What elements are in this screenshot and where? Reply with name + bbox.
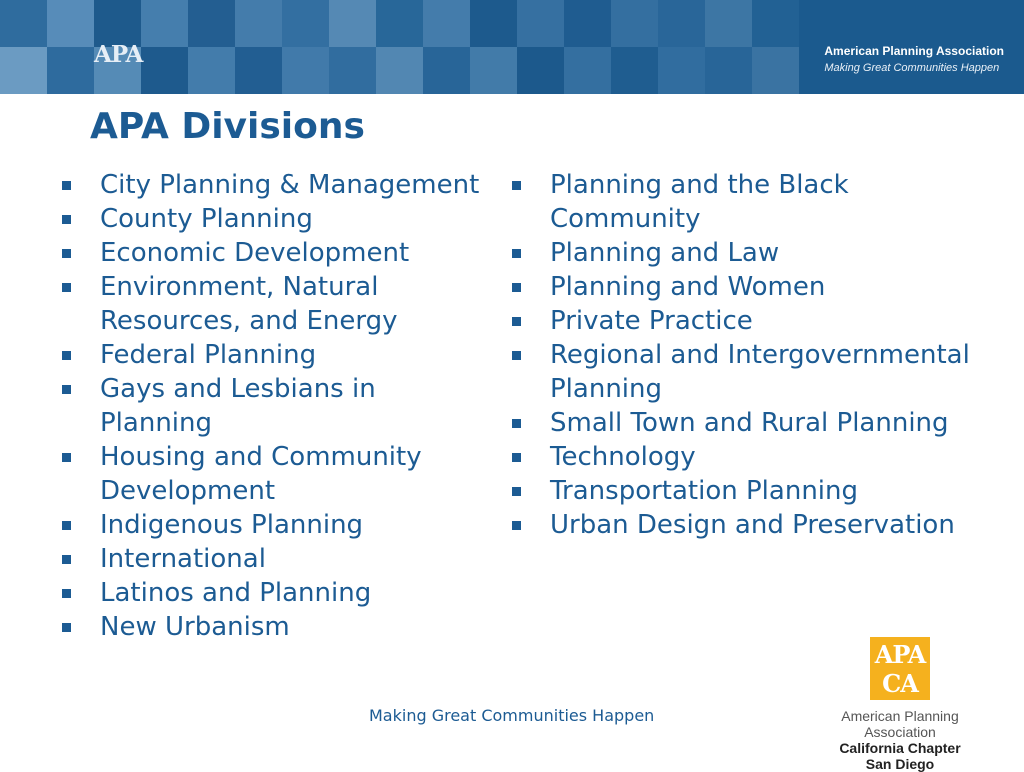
banner-tile bbox=[141, 0, 188, 47]
banner-tile bbox=[611, 47, 658, 94]
division-item bbox=[62, 542, 482, 576]
square-bullet-icon bbox=[512, 181, 521, 190]
division-item bbox=[62, 440, 482, 508]
division-item bbox=[62, 508, 482, 542]
division-item bbox=[62, 168, 482, 202]
division-label: Technology bbox=[550, 442, 696, 472]
division-item bbox=[62, 576, 482, 610]
square-bullet-icon bbox=[512, 521, 521, 530]
apa-california-logo bbox=[870, 637, 930, 700]
header-org-name: American Planning Association bbox=[824, 44, 1004, 58]
banner-tile bbox=[0, 47, 47, 94]
banner-tile bbox=[282, 47, 329, 94]
division-label: Transportation Planning bbox=[550, 476, 859, 506]
division-item bbox=[512, 508, 982, 542]
division-item bbox=[512, 270, 982, 304]
banner-tile bbox=[235, 47, 282, 94]
banner-tile bbox=[329, 47, 376, 94]
division-label: Private Practice bbox=[550, 306, 753, 336]
division-label: County Planning bbox=[100, 204, 313, 234]
square-bullet-icon bbox=[512, 351, 521, 360]
division-item bbox=[512, 474, 982, 508]
division-item bbox=[512, 304, 982, 338]
banner-tile bbox=[188, 47, 235, 94]
banner-tile bbox=[376, 47, 423, 94]
banner-tile bbox=[705, 47, 752, 94]
division-label: Regional and Intergovernmental Planning bbox=[550, 340, 970, 404]
square-bullet-icon bbox=[62, 351, 71, 360]
square-bullet-icon bbox=[62, 555, 71, 564]
division-label: Planning and Women bbox=[550, 272, 826, 302]
square-bullet-icon bbox=[62, 589, 71, 598]
division-item bbox=[62, 338, 482, 372]
square-bullet-icon bbox=[62, 521, 71, 530]
square-bullet-icon bbox=[512, 317, 521, 326]
square-bullet-icon bbox=[512, 249, 521, 258]
banner-tile bbox=[611, 0, 658, 47]
square-bullet-icon bbox=[62, 215, 71, 224]
division-label: Planning and the Black Community bbox=[550, 170, 849, 234]
banner-tile bbox=[752, 0, 799, 47]
division-item bbox=[62, 236, 482, 270]
banner-tile bbox=[658, 0, 705, 47]
chapter-section: San Diego bbox=[865, 756, 935, 772]
division-label: Indigenous Planning bbox=[100, 510, 364, 540]
divisions-list-right bbox=[512, 168, 982, 542]
banner-tile bbox=[0, 0, 47, 47]
apa-logo: APA bbox=[94, 41, 143, 68]
banner-tile bbox=[94, 0, 141, 47]
banner-tile bbox=[658, 47, 705, 94]
square-bullet-icon bbox=[62, 249, 71, 258]
banner-tile bbox=[188, 0, 235, 47]
header-tagline: Making Great Communities Happen bbox=[824, 62, 1000, 74]
division-label: City Planning & Management bbox=[100, 170, 480, 200]
division-item bbox=[512, 236, 982, 270]
division-item bbox=[512, 406, 982, 440]
banner-tile bbox=[282, 0, 329, 47]
banner-tile bbox=[235, 0, 282, 47]
banner-tile bbox=[141, 47, 188, 94]
banner-tile bbox=[329, 0, 376, 47]
banner-tile bbox=[47, 0, 94, 47]
square-bullet-icon bbox=[62, 283, 71, 292]
division-label: Gays and Lesbians in Planning bbox=[100, 374, 376, 438]
banner-tile bbox=[47, 47, 94, 94]
ca-logo-line2: CA bbox=[882, 669, 918, 698]
square-bullet-icon bbox=[512, 453, 521, 462]
division-label: New Urbanism bbox=[100, 612, 290, 642]
banner-tile bbox=[470, 47, 517, 94]
division-label: Housing and Community Development bbox=[100, 442, 422, 506]
square-bullet-icon bbox=[512, 283, 521, 292]
square-bullet-icon bbox=[62, 453, 71, 462]
header-banner bbox=[0, 0, 1024, 94]
division-item bbox=[62, 270, 482, 338]
square-bullet-icon bbox=[512, 419, 521, 428]
banner-tile bbox=[423, 0, 470, 47]
division-item bbox=[512, 338, 982, 406]
banner-tile bbox=[564, 47, 611, 94]
banner-tile bbox=[517, 0, 564, 47]
square-bullet-icon bbox=[62, 385, 71, 394]
chapter-org-name: American Planning Association bbox=[841, 708, 959, 740]
division-item bbox=[512, 168, 982, 236]
footer-tagline: Making Great Communities Happen bbox=[369, 706, 655, 725]
banner-tile bbox=[564, 0, 611, 47]
division-item bbox=[62, 610, 482, 644]
division-label: Federal Planning bbox=[100, 340, 317, 370]
square-bullet-icon bbox=[62, 181, 71, 190]
chapter-name: California Chapter bbox=[839, 740, 961, 756]
chapter-label bbox=[808, 708, 992, 772]
division-label: Small Town and Rural Planning bbox=[550, 408, 949, 438]
division-label: Environment, Natural Resources, and Energy bbox=[100, 272, 398, 336]
ca-logo-line1: APA bbox=[874, 640, 926, 669]
banner-tile bbox=[517, 47, 564, 94]
division-label: International bbox=[100, 544, 266, 574]
division-item bbox=[512, 440, 982, 474]
banner-tile bbox=[752, 47, 799, 94]
banner-tile bbox=[376, 0, 423, 47]
division-label: Economic Development bbox=[100, 238, 410, 268]
division-item bbox=[62, 202, 482, 236]
division-item bbox=[62, 372, 482, 440]
division-label: Urban Design and Preservation bbox=[550, 510, 955, 540]
banner-tile bbox=[470, 0, 517, 47]
square-bullet-icon bbox=[62, 623, 71, 632]
square-bullet-icon bbox=[512, 487, 521, 496]
division-label: Planning and Law bbox=[550, 238, 780, 268]
banner-tile bbox=[423, 47, 470, 94]
divisions-list-left bbox=[62, 168, 482, 644]
slide-title: APA Divisions bbox=[90, 106, 365, 147]
division-label: Latinos and Planning bbox=[100, 578, 372, 608]
banner-tile bbox=[705, 0, 752, 47]
header-association bbox=[824, 44, 1004, 74]
